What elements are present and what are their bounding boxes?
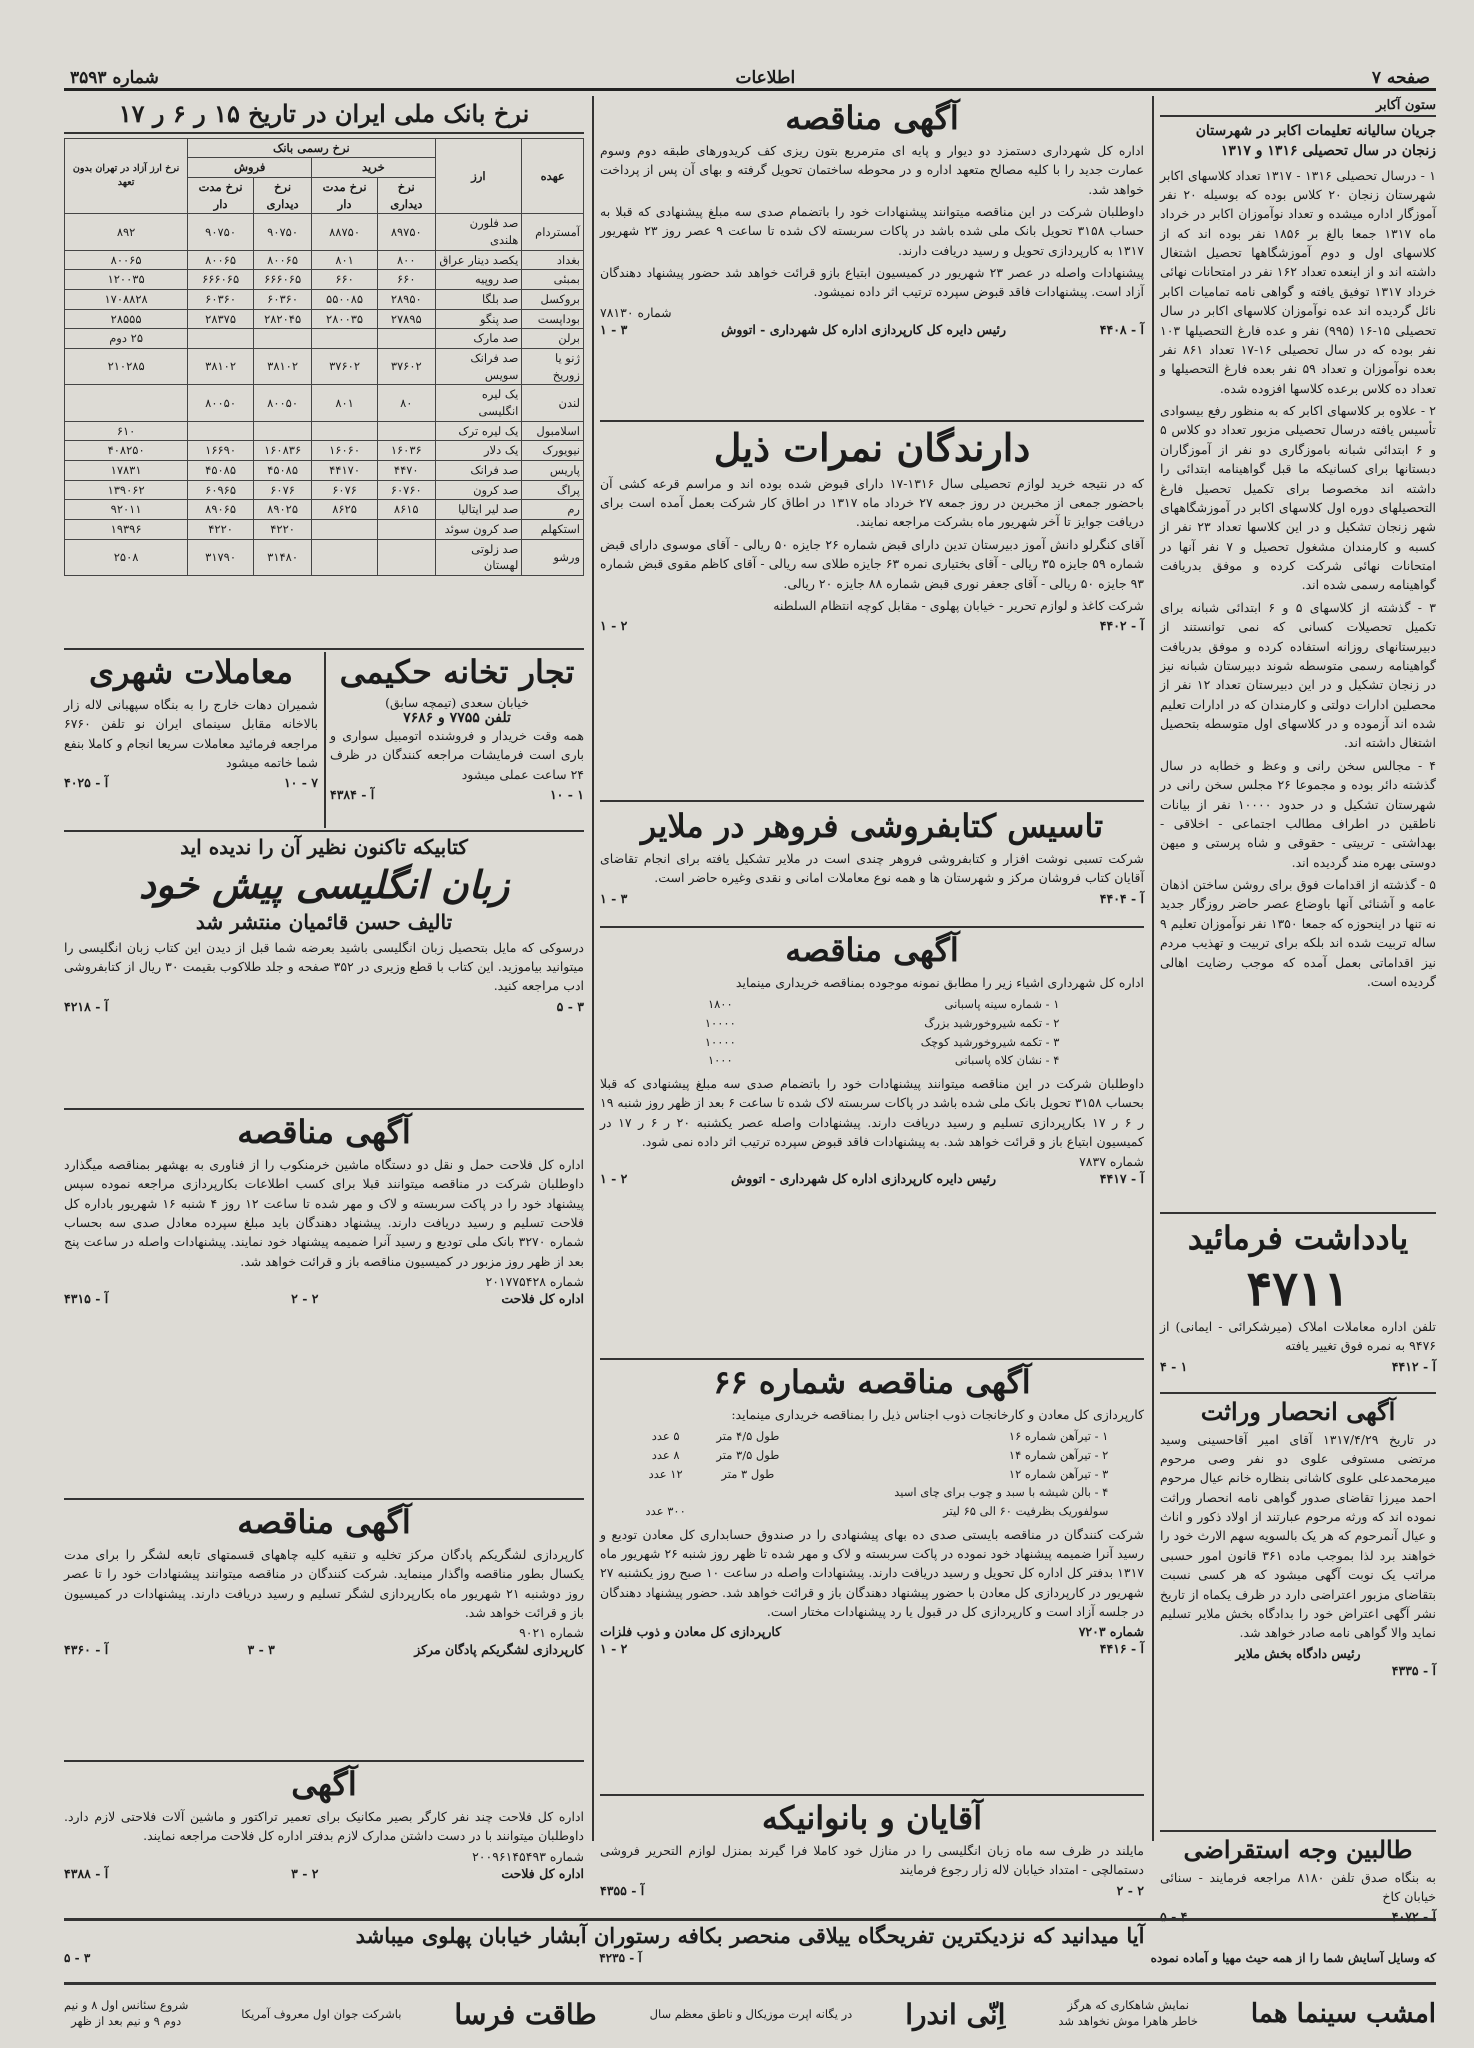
ad-code: آ - ۴۴۰۴ — [1099, 890, 1144, 906]
ad-date: ۱ - ۴ — [1160, 1358, 1188, 1374]
exchange-rates — [64, 98, 584, 646]
ad-date: ۲ - ۲ — [291, 1291, 319, 1307]
paper-name: اطلاعات — [735, 68, 796, 88]
ad-number: شماره ۹۰۲۱ — [519, 1625, 584, 1641]
rate-row: استکهلم صد کرون سوئد ۴۲۲۰ ۴۲۲۰ ۱۹۳۹۶ — [65, 520, 584, 540]
ad-date: ۲ - ۱ — [600, 1171, 628, 1187]
article-para: ۵ - گذشته از اقدامات فوق برای روشن ساختن اذهان عامه و آشنائی آنها باوضاع عصر حاضر روزگار جدید نه تنها در اینحوزه که جمعا ۱۳۵۰ نفر نوآموزان تعلیم ۹ ساله تربیت شده اند بلکه برای تربیت و تهذیب مردم نیز اقداماتی بعمل آمده که موجب رضایت اهالی گردیده است. — [1160, 877, 1436, 989]
notice-text: در تاریخ ۱۳۱۷/۴/۲۹ آقای امیر آقاحسینی وسید مرتضی مستوفی علوی دو نفر وصی مرحوم میرمحمدعلی علوی کاشانی بنظاره خانم عیال مرحوم احمد میرزا تقاضای صدور گواهی نامه انحصار وراثت نموده اند که ورثه مرحوم عبارتند از اولاد ذکور و اناث و عیال آنمرحوم که هر یک بالسویه سهم الارث خود را خواهند برد لذا بموجب ماده ۳۶۱ قانون امور حسبی مراتب یک نوبت آگهی میشود که هر کسی نسبت بتقاضای مزبور اعتراضی دارد در ظرف یکماه از تاریخ نشر آگهی اعتراض خود را بدادگاه بخش ملایر تسلیم نماید والا گواهی نامه صادر خواهد شد. — [1160, 1431, 1437, 1641]
book-author: تالیف حسن قائمیان منتشر شد — [195, 909, 453, 934]
ad-number: شماره ۷۸۳۷ — [1079, 1154, 1144, 1170]
showtime: دوم ۹ و نیم بعد از ظهر — [71, 2014, 182, 2028]
ad-signature: کارپردازی لشگریکم پادگان مرکز — [414, 1642, 584, 1658]
col-sell: فروش — [188, 158, 312, 178]
notice-code: آ - ۴۳۳۵ — [1391, 1662, 1436, 1678]
ad-date: ۳ - ۱ — [600, 890, 628, 906]
ad-kicker: کتابیکه تاکنون نظیر آن را ندیده اید — [180, 835, 468, 859]
ad-address: خیابان سعدی (تیمچه سابق) — [385, 694, 529, 710]
banner-code: آ - ۴۲۳۵ — [599, 1951, 642, 1966]
article-para: ۴ - مجالس سخن رانی و وعظ و خطابه در سال گذشته دائر بوده و مجموعا ۲۶ مجلس سخن رانی در شهرستان تشکیل و در حدود ۱۰۰۰۰ نفر از بیانات ناطقین در اطراف مطالب اجتماعی - اخلاقی - بهداشتی - تربیتی - حقوقی و شاه پرستی و میهن دوستی بهره مند گردیده اند. — [1160, 757, 1436, 870]
ad-code: آ - ۴۰۲۵ — [64, 775, 109, 791]
ad-title: آقایان و بانوانیکه — [761, 1799, 983, 1837]
rates-title: نرخ بانک ملی ایران در تاریخ ۱۵ ر ۶ ر ۱۷ — [64, 100, 584, 134]
col-unit: عهده — [522, 138, 584, 214]
col-currency: ارز — [435, 138, 522, 214]
ad-text: مایلند در ظرف سه ماه زبان انگلیسی را در منازل خود کاملا فرا گیرند بمنزل لوازم التحریر فروشی دستمالچی - امتداد خیابان لاله زار رجوع فرمایند — [600, 1842, 1144, 1878]
tender-ad-2 — [600, 930, 1144, 1356]
ad-text: اداره کل فلاحت حمل و نقل دو دستگاه ماشین خرمنکوب را از فناوری به بهشهر بمناقصه میگذارد داوطلبان شرکت در مناقصه میتوانند قبلا برای کسب اطلاعات بکارپردازی مراجعه نموده سپس پیشنهاد خود را در پاکت سربسته و لاک و مهر شده تا ساعت ۱۲ روز ۴ شنبه ۱۶ شهریور باداره کل فلاحت تسلیم و رسید دریافت دارند. پیشنهاد دهندگان باید مبلغ سپرده معادل صدی سه بحساب شماره ۳۲۷۰ بانک ملی تودیع و رسید آنرا ضمیمه پیشنهاد خود نمایند. پیشنهادات واصله در ساعت پنج بعد از ظهر روز مزبور در کمیسیون مناقصه باز و قرائت خواهد شد. — [64, 1156, 584, 1269]
table-row: ۴ - بالن شیشه با سبد و چوب برای چای اسید — [894, 1485, 1109, 1500]
ad-code: آ - ۴۴۱۶ — [1099, 1641, 1144, 1657]
mechanic-notice — [64, 1764, 584, 1918]
ad-title: طالبین وجه استقراضی — [1183, 1835, 1413, 1864]
english-lessons-ad — [600, 1798, 1144, 1918]
ad-text: تلفن اداره معاملات املاک (میرشکرائی - ایمانی) از ۹۴۷۶ به نمره فوق تغییر یافته — [1160, 1318, 1436, 1354]
rates-body — [65, 214, 584, 576]
items-table — [633, 1427, 1112, 1520]
page-number: صفحه ۷ — [1371, 68, 1430, 88]
ad-code: آ - ۴۴۰۸ — [1099, 321, 1144, 337]
table-row: ۲ - تیرآهن شماره ۱۴ طول ۳/۵ متر ۸ عدد — [651, 1447, 1109, 1462]
hakimi-trading-ad — [330, 652, 584, 828]
column-rule-right — [1152, 96, 1154, 1841]
col-free: نرخ ارز آزاد در تهران بدون تعهد — [65, 138, 188, 214]
ad-code: آ - ۴۴۱۲ — [1391, 1358, 1436, 1374]
article-para: ۳ - گذشته از کلاسهای ۵ و ۶ ابتدائی شبانه برای تکمیل تحصیلات کسانی که نمی توانستند از دبیرستانهای روزانه استفاده کرده و موفق بدریافت گواهینامه رسمی متوسطه شوند دبیرستان شبانه نیز در زنجان تشکیل و در این دبیرستان تعداد ۱۲ نفر از محصلین ادارات دولتی و کارمندان که در ادارات تعلیم شده اند آزموده و در کلاسهای اول متوسطه بتحصیل اشتغال داشته اند. — [1160, 599, 1437, 751]
tender-ad-1 — [600, 98, 1144, 418]
ad-date: ۲ - ۱ — [600, 618, 628, 634]
film-sub: باشرکت جوان اول معروف آمریکا — [241, 2007, 402, 2021]
rate-row: پراگ صد کرون ۶۰۷۶۰ ۶۰۷۶ ۶۰۷۶ ۶۰۹۶۵ ۱۳۹۰۶۲ — [65, 480, 584, 500]
film-title: طاقت فرسا — [454, 1997, 597, 2031]
literacy-stats-article — [1160, 98, 1436, 1210]
ad-code: آ - ۴۳۵۵ — [600, 1882, 645, 1898]
phone-number: ۴۷۱۱ — [1246, 1260, 1350, 1317]
col-buy: خرید — [312, 158, 435, 178]
ad-code: آ - ۴۰۷۲ — [1391, 1909, 1436, 1925]
ad-title: معاملات شهری — [88, 653, 294, 691]
ad-date: ۳ - ۳ — [247, 1642, 275, 1658]
ad-date: ۷ - ۱۰ — [283, 775, 318, 791]
showtime: شروع سئانس اول ۸ و نیم — [64, 1998, 189, 2013]
ad-para: آقای کنگرلو دانش آموز دبیرستان تدین دارای قبض شماره ۲۶ جایزه ۵۰ ریالی - آقای موسوی دارای قبض شماره ۵۹ جایزه ۳۵ ریالی - آقای بختیاری نمره ۶۳ جایزه طلای سه ریالی - آقای کاظم مقوی قبض شماره ۹۳ جایزه ۵۰ ریالی - آقای جعفر نوری قبض شماره ۸۸ جایزه ۲۰ ریالی. — [600, 536, 1144, 591]
ad-signature: اداره کل فلاحت — [501, 1291, 584, 1307]
ad-code: آ - ۴۳۸۸ — [64, 1865, 109, 1881]
ad-code: آ - ۴۳۸۴ — [330, 786, 375, 802]
real-estate-ad — [64, 652, 318, 828]
banner-sub: که وسایل آسایش شما را از همه حیث مهیا و آماده نموده — [1150, 1951, 1436, 1966]
ad-signature: رئیس دایره کل کارپردازی اداره کل شهرداری - اتووش — [721, 321, 1006, 337]
phone-change-ad — [1160, 1218, 1436, 1390]
book-title: زبان انگلیسی پیش خود — [138, 862, 510, 907]
ad-signature: کارپردازی کل معادن و ذوب فلزات — [600, 1624, 782, 1640]
ad-title: آگهی — [291, 1765, 357, 1803]
table-row: ۲ - تکمه شیروخورشید بزرگ ۱۰۰۰۰ — [704, 1015, 1060, 1030]
ad-para: پیشنهادات واصله در عصر ۲۳ شهریور در کمیسیون ابتیاع بازو قرائت خواهد شد حضور پیشنهاد دهندگان آزاد است. پیشنهادات فاقد قبوض سپرده ترتیب اثر داده نمیشود. — [600, 265, 1144, 300]
table-row: ۱ - تیرآهن شماره ۱۶ طول ۴/۵ متر ۵ عدد — [651, 1429, 1109, 1444]
ad-title: یادداشت فرمائید — [1187, 1219, 1409, 1257]
table-row: سولفوریک بظرفیت ۶۰ الی ۶۵ لیتر ۳۰۰ عدد — [645, 1503, 1109, 1518]
english-book-ad — [64, 834, 584, 1106]
notice-title: آگهی انحصار وراثت — [1200, 1397, 1396, 1426]
ad-text: شمیران دهات خارج را به بنگاه سپهبانی لاله زار بالاخانه مقابل سینمای ایران نو تلفن ۶۷۶۰ مراجعه فرمائید معاملات سریعا انجام و کاملا بنفع شما خاتمه میشود — [64, 696, 318, 770]
rate-row: بغداد یکصد دینار عراق ۸۰۰ ۸۰۱ ۸۰۰۶۵ ۸۰۰۶۵ ۸۰۰۶۵ — [65, 250, 584, 270]
ad-intro: اداره کل شهرداری اشیاء زیر را مطابق نمونه موجوده بمناقصه خریداری مینماید — [735, 974, 1144, 990]
ad-number: شماره ۲۰۱۷۷۵۴۲۸ — [485, 1274, 584, 1290]
ad-code: آ - ۴۲۱۸ — [64, 998, 109, 1014]
ad-title: آگهی مناقصه — [785, 99, 959, 137]
cinema-banner — [64, 1986, 1436, 2042]
rate-row: بمبئی صد روپیه ۶۶۰ ۶۶۰ ۶۶۶۰۶۵ ۶۶۶۰۶۵ ۱۲۰۰۳۵ — [65, 270, 584, 290]
rate-row: ورشو صد زلوتی لهستان ۳۱۴۸۰ ۳۱۷۹۰ ۲۵۰۸ — [65, 539, 584, 575]
ad-title: آگهی مناقصه شماره ۶۶ — [713, 1363, 1031, 1401]
article-kicker: ستون آکابر — [1160, 98, 1436, 117]
column-rule-left — [592, 96, 594, 1841]
article-title: جریان سالیانه تعلیمات اکابر در شهرستان زنجان در سال تحصیلی ۱۳۱۶ و ۱۳۱۷ — [1195, 123, 1436, 160]
rate-row: بوداپست صد پنگو ۲۷۸۹۵ ۲۸۰۰۳۵ ۲۸۲۰۴۵ ۲۸۳۷۵ ۲۸۵۵۵ — [65, 309, 584, 329]
bookstore-ad — [600, 806, 1144, 924]
table-row: ۱ - شماره سینه پاسبانی ۱۸۰۰ — [707, 997, 1060, 1012]
tender-ad-5 — [64, 1502, 584, 1758]
ad-date: ۳ - ۵ — [556, 998, 584, 1014]
rate-row: بروکسل صد بلگا ۲۸۹۵۰ ۵۵۰۰۸۵ ۶۰۳۶۰ ۶۰۳۶۰ ۱۷۰۸۸۲۸ — [65, 289, 584, 309]
ad-text: به بنگاه صدق تلفن ۸۱۸۰ مراجعه فرمایند - سنائی خیابان کاخ — [1160, 1869, 1436, 1904]
restaurant-banner — [64, 1922, 1436, 1980]
ad-text: همه وقت خریدار و فروشنده اتومبیل سواری و باری است فرمایشات مراجعه کنندگان در ظرف ۲۴ ساعت عملی میشود — [330, 727, 584, 782]
ad-code: آ - ۴۳۱۵ — [64, 1291, 109, 1307]
ad-date: ۲ - ۲ — [1116, 1882, 1144, 1898]
col-official: نرخ رسمی بانک — [188, 138, 435, 158]
cinema-name: امشب سینما هما — [1250, 1999, 1436, 2029]
ad-para: داوطلبان شرکت در این مناقصه میتوانند پیشنهادات خود را باتضمام صدی سه مبلغ پیشنهادی که قبلا به حساب ۳۱۵۸ تحویل بانک ملی شده باشد در پاکات سربسته لاک شده تا ساعت ۹ عصر روز ۲۳ شهریور ۱۳۱۷ به کارپردازی تحویل و رسید دریافت دارند. — [600, 203, 1144, 258]
ad-para: اداره کل شهرداری دستمزد دو دیوار و پایه ای مترمربع بتون ریزی کف کریدورهای طبقه دوم وسوم عمارت جدید را با کلیه مصالح متعهد اداره و در محوطه ساختمان تحویل گرفته و بهای آن پس از پرداخت خواهد شد. — [600, 142, 1144, 197]
rate-row: آمستردام صد فلورن هلندی ۸۹۷۵۰ ۸۸۷۵۰ ۹۰۷۵۰ ۹۰۷۵۰ ۸۹۲ — [65, 214, 584, 250]
ad-title: آگهی مناقصه — [237, 1113, 411, 1151]
ad-text: درسوکی که مایل بتحصیل زبان انگلیسی باشید بعرضه شما قبل از دیدن این کتاب زبان انگلیسی را میتوانید بیاموزید. این کتاب با قطع وزیری در ۳۵۲ صفحه و جلد طلاکوب بقیمت ۳۰ ریال از کتابفروشی ادب مراجعه کنید. — [64, 939, 585, 994]
ad-intro: کارپردازی کل معادن و کارخانجات ذوب اجناس ذیل را بمناقصه خریداری مینماید: — [731, 1406, 1144, 1422]
tender-ad-4 — [64, 1112, 584, 1496]
ad-title: تجار تخانه حکیمی — [339, 653, 575, 691]
film-sub: در یگانه اپرت موزیکال و ناطق معظم سال — [649, 2007, 853, 2021]
ad-code: آ - ۴۳۶۰ — [64, 1642, 109, 1658]
ad-number: شماره ۷۲۰۳ — [1078, 1624, 1144, 1640]
loan-seekers-ad — [1160, 1834, 1436, 1925]
article-para: ۲ - علاوه بر کلاسهای اکابر که به منظور رفع بیسوادی تأسیس یافته درسال تحصیلی مزبور تعداد دو کلاس ۵ و ۶ ابتدائی شبانه باموزگاری دو نفر از آموزگاران دبستانها برای کسانیکه ما قبل گواهینامه ابتدائی را داشته اند مخصوصا برای تکمیل تحصیل فارغ التحصیلهای دوره اول کلاسهای اکابر در آموزشگاههای شهر زنجان تشکیل و در این کلاسها تعداد ۲۳ نفر از کسبه و کارمندان مشغول تحصیل و ۷ نفر آنها در امتحانات نهائی شرکت کرده و موفق بدریافت گواهینامه رسمی شده اند. — [1160, 403, 1437, 593]
ad-signature: رئیس دایره کارپردازی اداره کل شهرداری - اتووش — [731, 1171, 997, 1187]
ad-title: آگهی مناقصه — [785, 931, 959, 969]
notice-signature: رئیس دادگاه بخش ملایر — [1235, 1645, 1361, 1661]
ad-text: اداره کل فلاحت چند نفر کارگر بصیر مکانیک برای تعمیر تراکتور و ماشین آلات فلاحتی لازم دارد. داوطلبان میتوانند با در دست داشتن مدارک لازم بدفتر اداره کل فلاحت مراجعه نمایند. — [64, 1808, 584, 1844]
ad-number: شماره ۲۰۰۹۶۱۴۵۴۹۳ — [472, 1848, 584, 1864]
page-header — [64, 64, 1436, 91]
inheritance-notice — [1160, 1396, 1436, 1828]
rate-row: نیویورک یک دلار ۱۶۰۳۶ ۱۶۰۶۰ ۱۶۰۸۳۶ ۱۶۶۹۰ ۴۰۸۲۵۰ — [65, 441, 584, 461]
rate-row: لندن یک لیره انگلیسی ۸۰ ۸۰۱ ۸۰۰۵۰ ۸۰۰۵۰ — [65, 385, 584, 421]
ad-text: داوطلبان شرکت در این مناقصه میتوانند پیشنهادات خود را باتضمام صدی سه مبلغ پیشنهادی که قبلا بحساب ۳۱۵۸ تحویل بانک ملی شده باشد در پاکات سربسته لاک شده تا ساعت ۶ بعد از ظهر روز شنبه ۱۹ ر ۶ ر ۱۷ بکارپردازی تسلیم و رسید دریافت دارند. پیشنهادات واصله عصر یکشنبه ۲۰ ر ۶ ر ۱۷ در کمیسیون ابتیاع باز و قرائت خواهد شد. به پیشنهادات فاقد قبوض سپرده ترتیب اثر داده نمی شود. — [600, 1075, 1145, 1149]
article-para: ۱ - درسال تحصیلی ۱۳۱۶ - ۱۳۱۷ تعداد کلاسهای اکابر شهرستان زنجان ۲۰ کلاس بوده که بوسیله ۲۰ نفر آموزگار اداره میشده و تعداد نوآموزان اکابر در خرداد ماه ۱۳۱۷ جمعا بالغ بر ۱۸۵۶ نفر بوده اند که از کلاسهای اول و دوم آموزشگاهها تحصیل اشتغال داشته اند و از اینعده تعداد ۱۶۲ نفر در امتحانات نهائی خرداد ۱۳۱۷ توفیق یافته و گواهی نامه تمامیات اکابر نائل گردیده اند عده نوآموزان کلاسهای اکابر در سال تحصیلی ۱۵-۱۶ (۹۹۵) نفر و عده فارغ التحصیلها ۱۰۳ نفر بوده که در سال تحصیلی ۱۶-۱۷ تعداد ۸۶۱ نفر بعده نوآموزان و تعداد ۵۹ نفر بعده فارغ التحصیلها و تعداد ده کلاس برعده کلاسها افزوده شده. — [1160, 167, 1437, 396]
ad-date: ۲ - ۱ — [600, 1641, 628, 1657]
ad-signature: اداره کل فلاحت — [501, 1865, 584, 1881]
issue-number: شماره ۳۵۹۳ — [70, 68, 159, 88]
ad-code: آ - ۴۴۰۲ — [1099, 618, 1144, 634]
rate-row: رم صد لیر ایتالیا ۸۶۱۵ ۸۶۲۵ ۸۹۰۲۵ ۸۹۰۶۵ ۹۲۰۱۱ — [65, 500, 584, 520]
ad-title: آگهی مناقصه — [237, 1503, 411, 1541]
rate-row: اسلامبول یک لیره ترک ۶۱۰ — [65, 421, 584, 441]
table-row: ۳ - تکمه شیروخورشید کوچک ۱۰۰۰۰ — [704, 1034, 1060, 1049]
table-row: ۴ - نشان کلاه پاسبانی ۱۰۰۰ — [707, 1053, 1060, 1068]
banner-text: آیا میدانید که نزدیکترین تفریحگاه ییلاقی منحصر بکافه رستوران آبشار خیابان پهلوی میباشد — [355, 1923, 1145, 1948]
prize-winners-ad — [600, 424, 1144, 798]
ad-date: ۳ - ۱ — [600, 321, 628, 337]
ad-number: شماره ۷۸۱۳۰ — [600, 304, 672, 320]
ad-para: که در نتیجه خرید لوازم تحصیلی سال ۱۳۱۶-۱۷ دارای قبوض شده بوده اند و مراسم قرعه کشی آن باحضور جمعی از مخبرین در روز جمعه ۲۷ خرداد ماه ۱۳۱۷ در اطاق کار شرکت بعمل آمده است برای دریافت جوایز تا آخر شهریور ماه بشرکت مراجعه نمایند. — [600, 475, 1144, 530]
ad-date: ۴ - ۵ — [1160, 1909, 1188, 1925]
ad-phone: تلفن ۷۷۵۵ و ۷۶۸۶ — [403, 709, 511, 726]
ad-text: شرکت تسبی نوشت افزار و کتابفروشی فروهر چندی است در ملایر تشکیل یافته برای انجام تقاضای آقایان کتاب فروشان مرکز و شهرستان ها و همه نوع معاملات امانی و نقدی وغیره حاضر است. — [600, 850, 1144, 886]
ad-code: آ - ۴۴۱۷ — [1099, 1171, 1144, 1187]
ad-title: دارندگان نمرات ذیل — [713, 425, 1031, 470]
ad-date: ۱ - ۱۰ — [549, 786, 584, 802]
rate-row: پاریس صد فرانک ۴۴۷۰ ۴۴۱۷۰ ۴۵۰۸۵ ۴۵۰۸۵ ۱۷۸۳۱ — [65, 461, 584, 481]
ad-text: کارپردازی لشگریکم پادگان مرکز تخلیه و تنقیه کلیه چاههای قسمتهای تابعه لشگر را برای مدت یکسال بطور مناقصه واگذار مینماید. شرکت کنندگان در مناقصه میتوانند پیشنهادات خود را تا عصر روز دوشنبه ۲۱ شهریور ماه بکارپردازی لشگر تسلیم و رسید دریافت دارند. پیشنهادات در کمیسیون باز و قرائت خواهد شد. — [64, 1546, 584, 1620]
items-table — [682, 995, 1063, 1070]
banner-date: ۳ - ۵ — [64, 1951, 91, 1966]
ad-text: شرکت کنندگان در مناقصه بایستی صدی ده بهای پیشنهادی را در صندوق حسابداری کل معادن تودیع و رسید آنرا ضمیمه پیشنهاد خود نموده در پاکت سربسته و لاک و مهر شده تا ظهر روز شنبه ۲۶ شهریور ماه ۱۳۱۷ بدفتر کل اداره کل تحویل و رسید دریافت دارند. پیشنهادات واصله در ساعت ۱۰ صبح روز یکشنبه ۲۷ شهریور در کارپردازی کل معادن با حضور پیشنهاد دهندگان باز و قرائت خواهد شد. حضور پیشنهاد دهندگان در جلسه آزاد است و کارپردازی کل در قبول یا رد پیشنهادات مختار است. — [600, 1526, 1144, 1620]
tender-ad-66 — [600, 1362, 1144, 1792]
banner-sub: نمایش شاهکاری که هرگز — [1067, 1998, 1190, 2013]
rate-row: برلن صد مارک ۲۵ دوم — [65, 329, 584, 349]
film-title: اِنّی اندرا — [905, 1997, 1006, 2031]
table-row: ۳ - تیرآهن شماره ۱۲ طول ۳ متر ۱۲ عدد — [648, 1466, 1109, 1481]
ad-para: شرکت کاغذ و لوازم تحریر - خیابان پهلوی - مقابل کوچه انتظام السلطنه — [773, 597, 1144, 613]
rates-table: عهده ارز نرخ رسمی بانک نرخ ارز آزاد در تهران بدون تعهد خرید فروش نرخ دیداری نرخ مدت دار نرخ دیداری نرخ مدت دار آمستردام صد فلورن هلندی ۸۹۷۵۰ ۸۸۷۵۰ ۹۰۷۵۰ ۹۰۷۵۰ ۸۹۲ بغداد یکصد دینار عراق ۸۰۰ ۸۰۱ ۸۰۰۶۵ ۸۰۰۶۵ ۸۰۰۶۵ بمبئی صد روپیه ۶۶۰ ۶۶۰ ۶۶۶۰۶۵ ۶۶۶۰۶۵ ۱۲۰۰۳۵ بروکسل صد بلگا ۲۸۹۵۰ ۵۵۰۰۸۵ ۶۰۳۶۰ ۶۰۳۶۰ ۱۷۰۸۸۲۸ بوداپست صد پنگو ۲۷۸۹۵ ۲۸۰۰۳۵ ۲۸۲۰۴۵ ۲۸۳۷۵ ۲۸۵۵۵ برلن صد مارک ۲۵ دوم ژنو یا زوریخ صد فرانک سویس ۳۷۶۰۲ ۳۷۶۰۲ ۳۸۱۰۲ ۳۸۱۰۲ ۲۱۰۲۸۵ لندن یک لیره انگلیسی ۸۰ ۸۰۱ ۸۰۰۵۰ ۸۰۰۵۰ اسلامبول یک لیره ترک ۶۱۰ نیویورک یک دلار ۱۶۰۳۶ ۱۶۰۶۰ ۱۶۰۸۳۶ ۱۶۶۹۰ ۴۰۸۲۵۰ پاریس صد فرانک ۴۴۷۰ ۴۴۱۷۰ ۴۵۰۸۵ ۴۵۰۸۵ ۱۷۸۳۱ پراگ صد کرون ۶۰۷۶۰ ۶۰۷۶ ۶۰۷۶ ۶۰۹۶۵ ۱۳۹۰۶۲ رم صد لیر ایتالیا ۸۶۱۵ ۸۶۲۵ ۸۹۰۲۵ ۸۹۰۶۵ ۹۲۰۱۱ استکهلم صد کرون سوئد ۴۲۲۰ ۴۲۲۰ ۱۹۳۹۶ ورشو صد زلوتی لهستان ۳۱۴۸۰ ۳۱۷۹۰ ۲۵۰۸ — [64, 138, 584, 576]
banner-sub: خاطر هاهرا موش نخواهد شد — [1058, 2014, 1198, 2028]
ad-date: ۲ - ۳ — [291, 1865, 319, 1881]
ad-title: تاسیس کتابفروشی فروهر در ملایر — [640, 807, 1104, 845]
rate-row: ژنو یا زوریخ صد فرانک سویس ۳۷۶۰۲ ۳۷۶۰۲ ۳۸۱۰۲ ۳۸۱۰۲ ۲۱۰۲۸۵ — [65, 348, 584, 384]
